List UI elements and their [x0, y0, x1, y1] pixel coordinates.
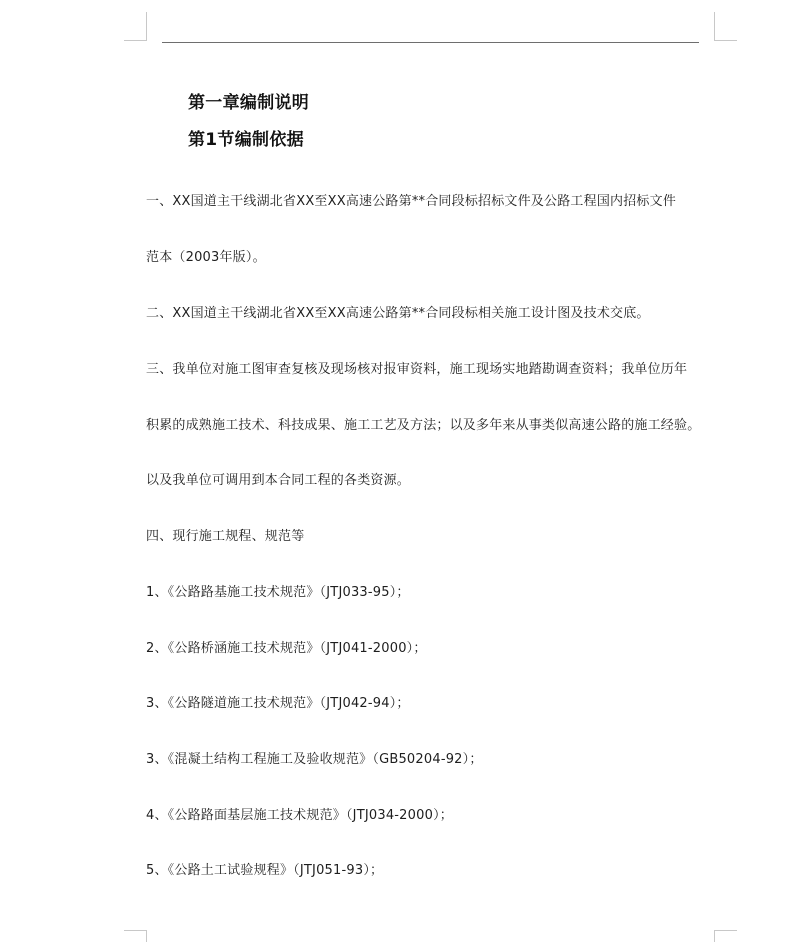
body-line: 一、XX国道主干线湖北省XX至XX高速公路第**合同段标招标文件及公路工程国内招标文件	[146, 194, 677, 209]
crop-mark-bottom-left	[124, 930, 147, 942]
body-line: 三、我单位对施工图审查复核及现场核对报审资料，施工现场实地踏勘调查资料；我单位历年	[146, 362, 688, 377]
crop-mark-top-left	[124, 12, 147, 41]
list-item: 5、《公路土工试验规程》（JTJ051-93）；	[146, 863, 384, 878]
list-item: 4、《公路路面基层施工技术规范》（JTJ034-2000）；	[146, 808, 453, 823]
list-item: 3、《混凝土结构工程施工及验收规范》（GB50204-92）；	[146, 752, 483, 767]
list-item: 3、《公路隧道施工技术规范》（JTJ042-94）；	[146, 696, 410, 711]
header-rule	[162, 42, 699, 43]
crop-mark-bottom-right	[714, 930, 737, 942]
body-line: 二、XX国道主干线湖北省XX至XX高速公路第**合同段标相关施工设计图及技术交底。	[146, 306, 650, 321]
body-line: 以及我单位可调用到本合同工程的各类资源。	[146, 473, 411, 488]
section-title: 第1节编制依据	[188, 130, 304, 150]
body-line: 积累的成熟施工技术、科技成果、施工工艺及方法；以及多年来从事类似高速公路的施工经验。	[146, 418, 701, 433]
crop-mark-top-right	[714, 12, 737, 41]
body-line: 四、现行施工规程、规范等	[146, 529, 305, 544]
list-item: 2、《公路桥涵施工技术规范》（JTJ041-2000）；	[146, 641, 427, 656]
list-item: 1、《公路路基施工技术规范》（JTJ033-95）；	[146, 585, 410, 600]
chapter-title: 第一章编制说明	[188, 93, 310, 113]
body-line: 范本（2003年版）。	[146, 250, 266, 265]
